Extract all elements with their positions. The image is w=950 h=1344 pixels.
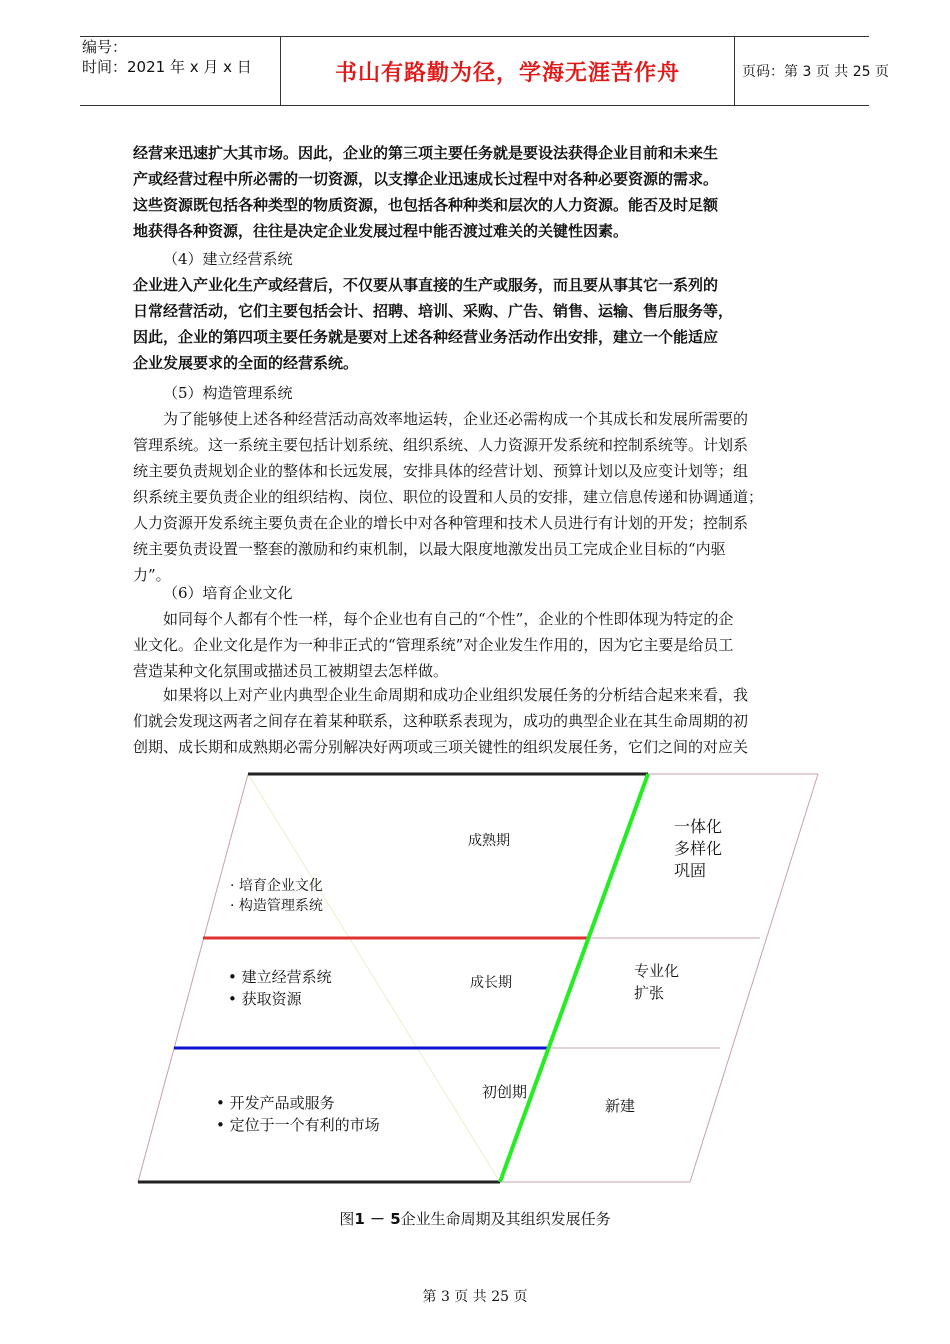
task-item: · 培育企业文化 <box>230 878 323 894</box>
strategy-item: 多样化 <box>674 839 723 858</box>
header-page-number: 页码：第 3 页 共 25 页 <box>742 64 889 80</box>
text-line: 人力资源开发系统主要负责在企业的增长中对各种管理和技术人员进行有计划的开发；控制系 <box>133 514 749 532</box>
caption-prefix: 图 <box>339 1210 355 1228</box>
strategy-item: 一体化 <box>674 817 723 836</box>
text-line: 统主要负责规划企业的整体和长远发展，安排具体的经营计划、预算计划以及应变计划等；组 <box>133 462 749 480</box>
section-heading: （5）构造管理系统 <box>163 384 293 402</box>
caption-number: 1 － 5 <box>354 1210 401 1228</box>
text-line: 管理系统。这一系统主要包括计划系统、组织系统、人力资源开发系统和控制系统等。计划系 <box>133 436 749 454</box>
text-line: 业文化。企业文化是作为一种非正式的“管理系统”对企业发生作用的，因为它主要是给员工 <box>133 636 734 654</box>
text-line: 为了能够使上述各种经营活动高效率地运转，企业还必需构成一个其成长和发展所需要的 <box>163 410 749 428</box>
text-line: 因此，企业的第四项主要任务就是要对上述各种经营业务活动作出安排，建立一个能适应 <box>133 328 719 346</box>
mature-strategies <box>674 816 722 882</box>
document-date: 时间：2021 年 x 月 x 日 <box>82 58 252 76</box>
start-strategies <box>605 1095 635 1116</box>
text-line: 力”。 <box>133 566 171 584</box>
heading-4 <box>133 246 823 272</box>
text-line: 营造某种文化氛围或描述员工被期望去怎样做。 <box>133 662 449 680</box>
lifecycle-diagram <box>130 770 830 1190</box>
section-heading: （4）建立经营系统 <box>163 250 293 268</box>
text-line: 统主要负责设置一整套的激励和约束机制，以最大限度地激发出员工完成企业目标的“内驱 <box>133 540 726 558</box>
text-line: 地获得各种资源，往往是决定企业发展过程中能否渡过难关的关键性因素。 <box>133 222 629 240</box>
text-line: 日常经营活动，它们主要包括会计、招聘、培训、采购、广告、销售、运输、售后服务等， <box>133 302 734 320</box>
growth-strategies <box>634 960 679 1004</box>
text-line: 企业发展要求的全面的经营系统。 <box>133 354 359 372</box>
strategy-item: 扩张 <box>634 984 665 1002</box>
text-line: 经营来迅速扩大其市场。因此，企业的第三项主要任务就是要设法获得企业目前和未来生 <box>133 144 719 162</box>
task-item: • 定位于一个有利的市场 <box>216 1116 380 1134</box>
start-tasks <box>216 1092 380 1136</box>
stage-growth-label: 成长期 <box>470 975 512 991</box>
caption-text: 企业生命周期及其组织发展任务 <box>400 1210 611 1228</box>
lifecycle-diagonal <box>500 774 648 1182</box>
mature-tasks <box>230 876 323 916</box>
paragraph-operations <box>133 272 823 376</box>
text-line: 产或经营过程中所必需的一切资源，以支撑企业迅速成长过程中对各种必要资源的需求。 <box>133 170 719 188</box>
task-item: • 开发产品或服务 <box>216 1094 335 1112</box>
task-item: • 建立经营系统 <box>228 968 332 986</box>
text-line: 织系统主要负责企业的组织结构、岗位、职位的设置和人员的安排，建立信息传递和协调通道； <box>133 488 764 506</box>
task-item: • 获取资源 <box>228 990 302 1008</box>
paragraph-management <box>133 406 823 588</box>
text-line: 企业进入产业化生产或经营后，不仅要从事直接的生产或服务，而且要从事其它一系列的 <box>133 276 719 294</box>
paragraph-resources <box>133 140 823 244</box>
growth-tasks <box>228 966 332 1010</box>
text-line: 创期、成长期和成熟期必需分别解决好两项或三项关键性的组织发展任务，它们之间的对应关 <box>133 738 749 756</box>
text-line: 这些资源既包括各种类型的物质资源，也包括各种种类和层次的人力资源。能否及时足额 <box>133 196 719 214</box>
heading-6 <box>133 580 823 606</box>
section-heading: （6）培育企业文化 <box>163 584 293 602</box>
paragraph-summary <box>133 682 823 760</box>
page-header <box>80 36 889 106</box>
stage-mature-label: 成熟期 <box>468 833 510 849</box>
strategy-item: 巩固 <box>674 861 707 880</box>
text-line: 如果将以上对产业内典型企业生命周期和成功企业组织发展任务的分析结合起来来看，我 <box>163 686 749 704</box>
text-line: 如同每个人都有个性一样，每个企业也有自己的“个性”，企业的个性即体现为特定的企 <box>163 610 734 628</box>
task-item: · 构造管理系统 <box>230 898 323 914</box>
page-footer: 第 3 页 共 25 页 <box>422 1289 528 1305</box>
paragraph-culture <box>133 606 823 684</box>
document-number: 编号： <box>82 38 128 56</box>
stage-start-label: 初创期 <box>482 1083 528 1101</box>
strategy-item: 专业化 <box>634 962 680 980</box>
header-motto: 书山有路勤为径，学海无涯苦作舟 <box>280 37 735 105</box>
heading-5 <box>133 380 823 406</box>
strategy-item: 新建 <box>605 1097 636 1115</box>
text-line: 们就会发现这两者之间存在着某种联系，这种联系表现为，成功的典型企业在其生命周期的初 <box>133 712 749 730</box>
figure-caption <box>0 1208 950 1229</box>
header-meta <box>80 37 280 105</box>
